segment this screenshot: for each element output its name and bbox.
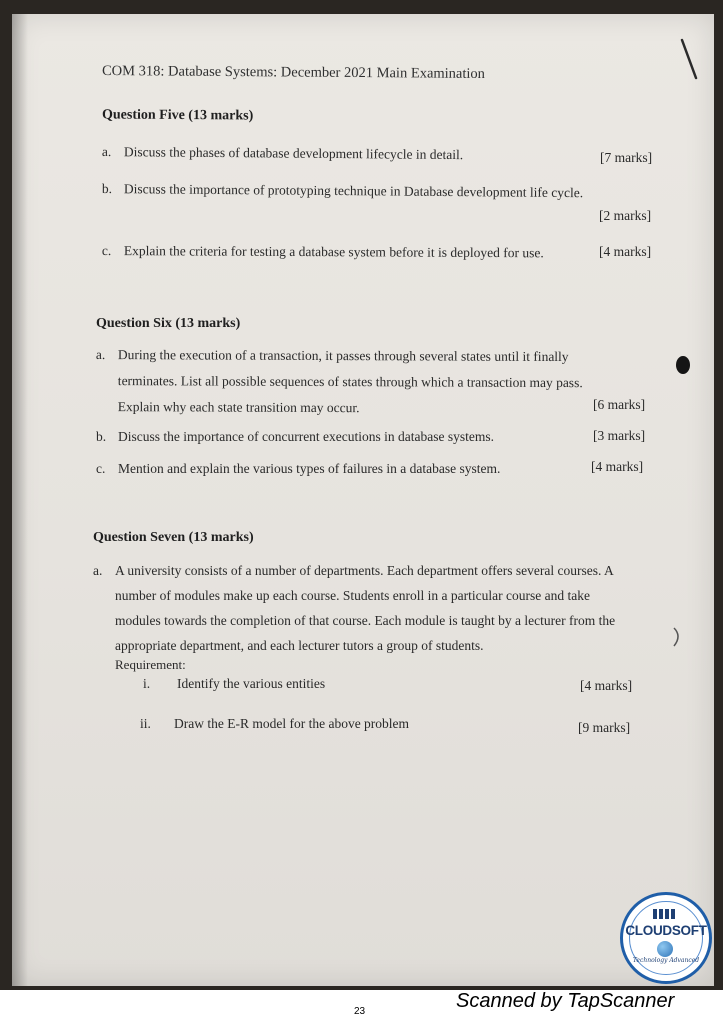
globe-icon — [657, 941, 673, 957]
item-text-line-1: A university consists of a number of departments. Each department offers several courses. A — [115, 563, 614, 578]
logo-brand: CLOUDSOFT — [625, 923, 707, 938]
logo-bars-icon — [653, 909, 675, 919]
item-label: a. — [101, 143, 112, 160]
item-label: a. — [93, 563, 103, 578]
item-text-line-3: Explain why each state transition may occur. — [117, 399, 360, 416]
question-six-b-marks: [3 marks] — [593, 428, 646, 443]
item-text-line-4: appropriate department, and each lecturer tutors a group of students. — [115, 638, 484, 653]
page-number: 23 — [354, 1006, 366, 1017]
exam-header: COM 318: Database Systems: December 2021 Main Examination — [101, 63, 486, 83]
requirement-label: Requirement: — [115, 657, 186, 672]
subitem-text: Identify the various entities — [177, 676, 326, 691]
item-text: Discuss the importance of concurrent executions in database systems. — [118, 429, 495, 444]
subitem-numeral: ii. — [140, 716, 151, 731]
pencil-stroke — [680, 38, 700, 82]
item-label: c. — [101, 242, 112, 259]
question-six-title: Question Six (13 marks) — [96, 316, 241, 331]
item-text-line-1: During the execution of a transaction, it passes through several states until it finally — [117, 347, 569, 365]
question-seven-title: Question Seven (13 marks) — [93, 530, 254, 545]
cloudsoft-logo — [620, 892, 712, 984]
item-text-line-2: number of modules make up each course. Students enroll in a particular course and take — [115, 588, 590, 603]
item-label: b. — [101, 180, 113, 197]
item-label: b. — [96, 429, 107, 444]
question-seven-subitem-i — [143, 676, 325, 692]
item-label: c. — [96, 461, 106, 476]
punch-hole — [676, 356, 690, 374]
item-text: Explain the criteria for testing a database system before it is deployed for use. — [123, 243, 544, 261]
question-five-b-marks: [2 marks] — [599, 208, 652, 223]
subitem-ii-marks: [9 marks] — [578, 720, 631, 735]
scanner-watermark: Scanned by TapScanner — [456, 990, 675, 1012]
item-text-line-3: modules towards the completion of that course. Each module is taught by a lecturer from the — [115, 613, 616, 628]
item-label: a. — [95, 346, 106, 363]
subitem-text: Draw the E-R model for the above problem — [174, 716, 410, 731]
question-five-title: Question Five (13 marks) — [101, 107, 254, 124]
item-text: Discuss the phases of database development lifecycle in detail. — [123, 144, 464, 163]
page-curl-mark — [670, 626, 684, 648]
item-text: Mention and explain the various types of failures in a database system. — [118, 461, 501, 476]
subitem-i-marks: [4 marks] — [580, 678, 633, 693]
question-five-c-marks: [4 marks] — [599, 244, 652, 259]
question-five-a-marks: [7 marks] — [600, 150, 653, 165]
subitem-numeral: i. — [143, 676, 151, 691]
item-text-line-2: terminates. List all possible sequences of states through which a transaction may pass. — [117, 373, 583, 391]
question-six-c-marks: [4 marks] — [591, 459, 644, 474]
question-seven-subitem-ii — [140, 716, 409, 732]
question-six-a-marks: [6 marks] — [593, 397, 646, 412]
logo-tagline: Technology Advanced — [632, 957, 700, 964]
paper-shadow — [12, 14, 28, 986]
item-text: Discuss the importance of prototyping technique in Database development life cycle. — [123, 181, 584, 201]
